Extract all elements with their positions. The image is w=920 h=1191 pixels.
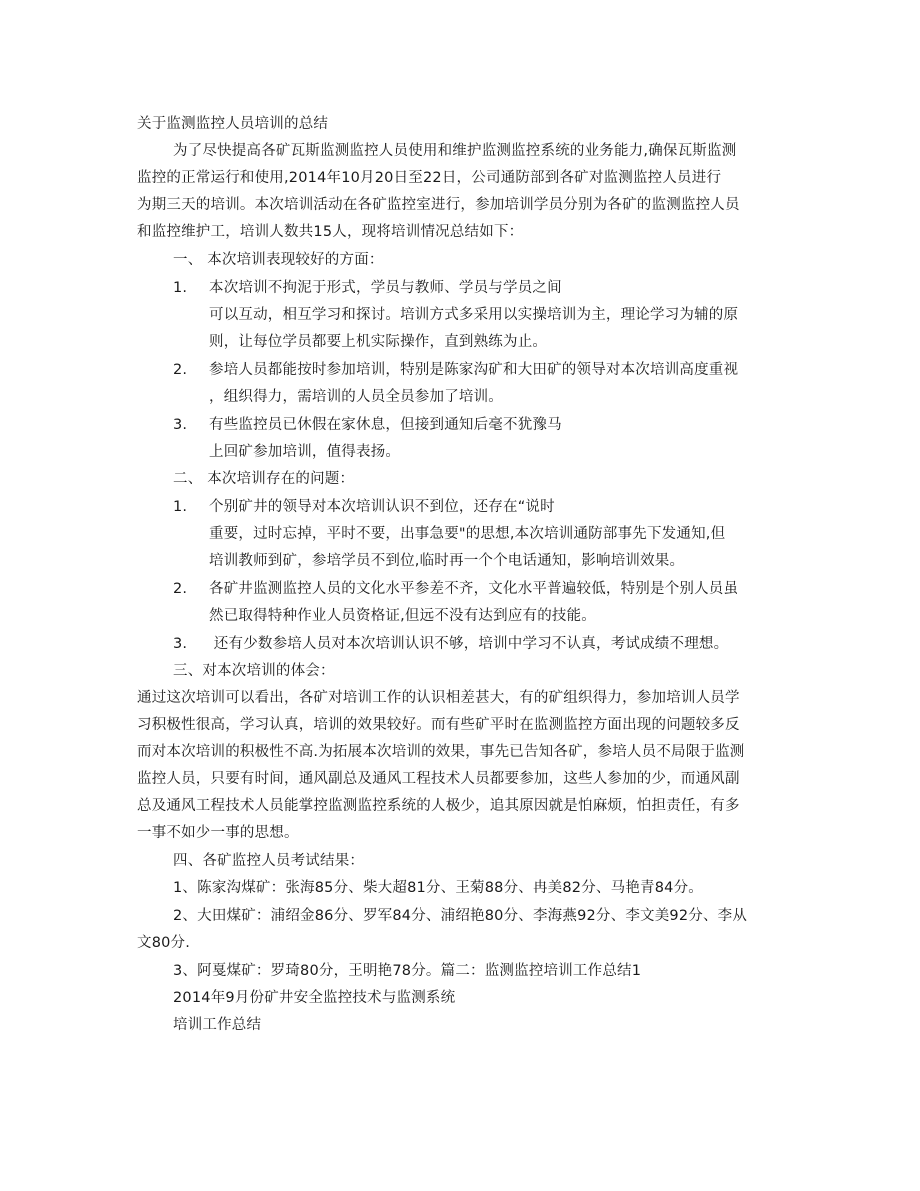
result-line: 2、大田煤矿：浦绍金86分、罗军84分、浦绍艳80分、李海燕92分、李文美92分、李从	[173, 908, 748, 924]
list-item-continuation: 重要，过时忘掉，平时不要，出事急要"的思想,本次培训通防部事先下发通知,但	[209, 526, 726, 542]
list-item-text: 本次培训不拘泥于形式，学员与教师、学员与学员之间	[209, 280, 562, 296]
section-heading: 一、 本次培训表现较好的方面：	[173, 252, 384, 268]
section-heading: 四、各矿监控人员考试结果：	[173, 853, 365, 869]
list-item-number: 2.	[173, 362, 188, 378]
list-item	[173, 360, 738, 380]
result-line: 2014年9月份矿井安全监控技术与监测系统	[173, 990, 456, 1006]
list-item	[173, 579, 738, 599]
list-item-continuation: 可以互动，相互学习和探讨。培训方式多采用以实操培训为主，理论学习为辅的原	[209, 307, 739, 323]
result-line: 1、陈家沟煤矿：张海85分、柴大超81分、王菊88分、冉美82分、马艳青84分。	[173, 880, 703, 896]
list-item	[173, 497, 555, 517]
list-item-number: 1.	[173, 499, 188, 515]
body-line: 监控人员，只要有时间，通风副总及通风工程技术人员都要参加，这些人参加的少，而通风副	[137, 771, 740, 787]
list-item-text: 有些监控员已休假在家休息，但接到通知后毫不犹豫马	[209, 417, 562, 433]
body-line: 总及通风工程技术人员能掌控监测监控系统的人极少，追其原因就是怕麻烦，怕担责任，有多	[137, 798, 740, 814]
body-line: 一事不如少一事的思想。	[137, 825, 299, 841]
intro-line: 为了尽快提高各矿瓦斯监测监控人员使用和维护监测监控系统的业务能力,确保瓦斯监测	[173, 143, 737, 159]
list-item-continuation: ，组织得力，需培训的人员全员参加了培训。	[209, 389, 503, 405]
list-item-continuation: 然已取得特种作业人员资格证,但远不没有达到应有的技能。	[209, 608, 597, 624]
intro-line: 为期三天的培训。本次培训活动在各矿监控室进行，参加培训学员分别为各矿的监测监控人员	[137, 197, 740, 213]
list-item-text: 参培人员都能按时参加培训，特别是陈家沟矿和大田矿的领导对本次培训高度重视	[209, 362, 739, 378]
list-item-continuation: 培训教师到矿，参培学员不到位,临时再一个个电话通知，影响培训效果。	[209, 553, 685, 569]
section-heading: 三、对本次培训的体会：	[173, 663, 335, 679]
result-line: 3、阿戛煤矿：罗琦80分，王明艳78分。篇二：监测监控培训工作总结1	[173, 963, 642, 979]
list-item-number: 2.	[173, 581, 188, 597]
intro-line: 和监控维护工，培训人数共15人，现将培训情况总结如下：	[137, 224, 524, 240]
list-item-text: 还有少数参培人员对本次培训认识不够，培训中学习不认真，考试成绩不理想。	[209, 636, 729, 652]
list-item-number: 3.	[173, 636, 188, 652]
list-item-text: 各矿井监测监控人员的文化水平参差不齐，文化水平普遍较低，特别是个别人员虽	[209, 581, 739, 597]
result-line: 文80分.	[137, 935, 191, 951]
document-title: 关于监测监控人员培训的总结	[137, 116, 329, 132]
section-heading: 二、 本次培训存在的问题：	[173, 471, 355, 487]
result-line: 培训工作总结	[173, 1017, 262, 1033]
list-item-continuation: 上回矿参加培训，值得表扬。	[209, 444, 401, 460]
list-item	[173, 415, 562, 435]
body-line: 而对本次培训的积极性不高.为拓展本次培训的效果，事先已告知各矿，参培人员不局限于监测	[137, 744, 745, 760]
list-item	[173, 278, 562, 298]
intro-line: 监控的正常运行和使用,2014年10月20日至22日，公司通防部到各矿对监测监控人员进行	[137, 170, 722, 186]
list-item-number: 3.	[173, 417, 188, 433]
list-item	[173, 634, 728, 654]
body-line: 习积极性很高，学习认真，培训的效果较好。而有些矿平时在监测监控方面出现的问题较多反	[137, 717, 740, 733]
list-item-text: 个别矿井的领导对本次培训认识不到位，还存在“说时	[209, 499, 555, 515]
list-item-continuation: 则，让每位学员都要上机实际操作，直到熟练为止。	[209, 334, 548, 350]
list-item-number: 1.	[173, 280, 188, 296]
body-line: 通过这次培训可以看出，各矿对培训工作的认识相差甚大，有的矿组织得力，参加培训人员学	[137, 690, 740, 706]
